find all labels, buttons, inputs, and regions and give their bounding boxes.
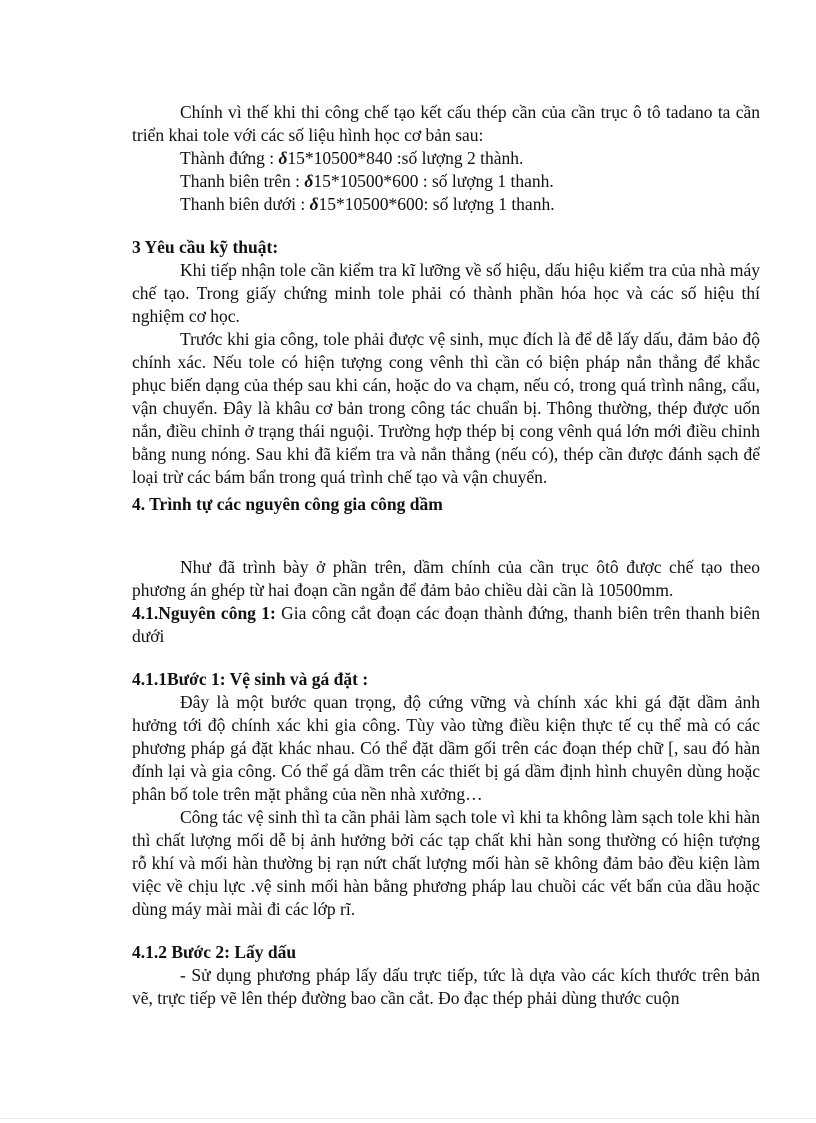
step-1-paragraph-2: Công tác vệ sinh thì ta cần phải làm sạch tole vì khi ta không làm sạch tole khi hàn thì chất lượng mối dễ bị ảnh hưởng bởi các tạp chất khi hàn song thường có hiện tượng rỗ khí và mối hàn thường bị rạn nứt chất lượng mối hàn sẽ không đảm bảo đều kiện làm việc về chịu lực .vệ sinh mối hàn bằng phương pháp lau chuồi các vết bẩn của dầu hoặc dùng máy mài mài đi các lớp rĩ. [132,807,760,919]
spec-count: : số lượng 1 thanh. [418,171,554,191]
operation-1-label: 4.1.Nguyên công 1: [132,603,276,623]
spec-dims: 15*10500*600 [313,171,419,191]
delta-symbol: δ [278,148,288,168]
spec-label: Thanh biên trên : [180,171,301,191]
operation-1-text: Gia công cắt đoạn các đoạn thành đứng, thanh biên trên thanh biên dưới [132,603,760,646]
document-body [132,101,760,1010]
step-2-paragraph: - Sử dụng phương pháp lấy dấu trực tiếp, tức là dựa vào các kích thước trên bản vẽ, trực tiếp vẽ lên thép đường bao cần cắt. Đo đạc thép phải dùng thước cuộn [132,965,760,1008]
step-1-paragraph-1: Đây là một bước quan trọng, độ cứng vững và chính xác khi gá đặt dầm ảnh hưởng tới độ chính xác khi gia công. Tùy vào từng điều kiện thực tế cụ thể mà có các phương pháp gá đặt khác nhau. Có thể đặt dầm gối trên các đoạn thép chữ [, sau đó hàn đính lại và gia công. Có thể gá dầm trên các thiết bị gá dầm định hình chuyên dùng hoặc phân bố tole trên mặt phẳng của nền nhà xưởng… [132,692,760,804]
delta-symbol: δ [304,171,314,191]
section-4-heading: 4. Trình tự các nguyên công gia công dầm [132,494,443,514]
spec-label: Thành đứng : [180,148,275,168]
spec-line-top-flange [132,170,760,193]
operation-1-line [132,602,760,648]
step-1-heading: 4.1.1Bước 1: Vệ sinh và gá đặt : [132,669,369,689]
spec-dims: 15*10500*840 [287,148,393,168]
step-2-heading: 4.1.2 Bước 2: Lấy dấu [132,942,297,962]
section-3-paragraph-1: Khi tiếp nhận tole cần kiểm tra kĩ lưỡng về số hiệu, dấu hiệu kiểm tra của nhà máy chế tạo. Trong giấy chứng minh tole phải có thành phần hóa học và các số hiệu thí nghiệm cơ học. [132,260,760,326]
section-4-paragraph: Như đã trình bày ở phần trên, dầm chính của cần trục ôtô được chế tạo theo phương án ghép từ hai đoạn cần ngắn để đảm bảo chiều dài cần là 10500mm. [132,557,760,600]
page-bottom-divider [0,1118,816,1119]
spec-label: Thanh biên dưới : [180,194,306,214]
spec-line-vertical-plate [132,147,760,170]
spec-count: :số lượng 2 thành. [392,148,524,168]
section-3-heading: 3 Yêu cầu kỹ thuật: [132,237,279,257]
delta-symbol: δ [309,194,319,214]
spec-count: số lượng 1 thanh. [428,194,555,214]
section-3-paragraph-2: Trước khi gia công, tole phải được vệ sinh, mục đích là để dễ lấy dấu, đảm bảo độ chính xác. Nếu tole có hiện tượng cong vênh thì cần có biện pháp nắn thẳng để khắc phục biến dạng của thép sau khi cán, hoặc do va chạm, nếu có, trong quá trình nâng, cẩu, vận chuyển. Đây là khâu cơ bản trong công tác chuẩn bị. Thông thường, thép được uốn nắn, điều chỉnh ở trạng thái nguội. Trường hợp thép bị cong vênh quá lớn mới điều chỉnh bằng nung nóng. Sau khi đã kiểm tra và nắn thẳng (nếu có), thép cần được đánh sạch để loại trừ các bám bẩn trong quá trình chế tạo và vận chuyển. [132,329,760,487]
spec-line-bottom-flange [132,193,760,216]
intro-paragraph: Chính vì thế khi thi công chế tạo kết cấu thép cần của cần trục ô tô tadano ta cần triển khai tole với các số liệu hình học cơ bản sau: [132,102,760,145]
spec-dims: 15*10500*600: [318,194,429,214]
